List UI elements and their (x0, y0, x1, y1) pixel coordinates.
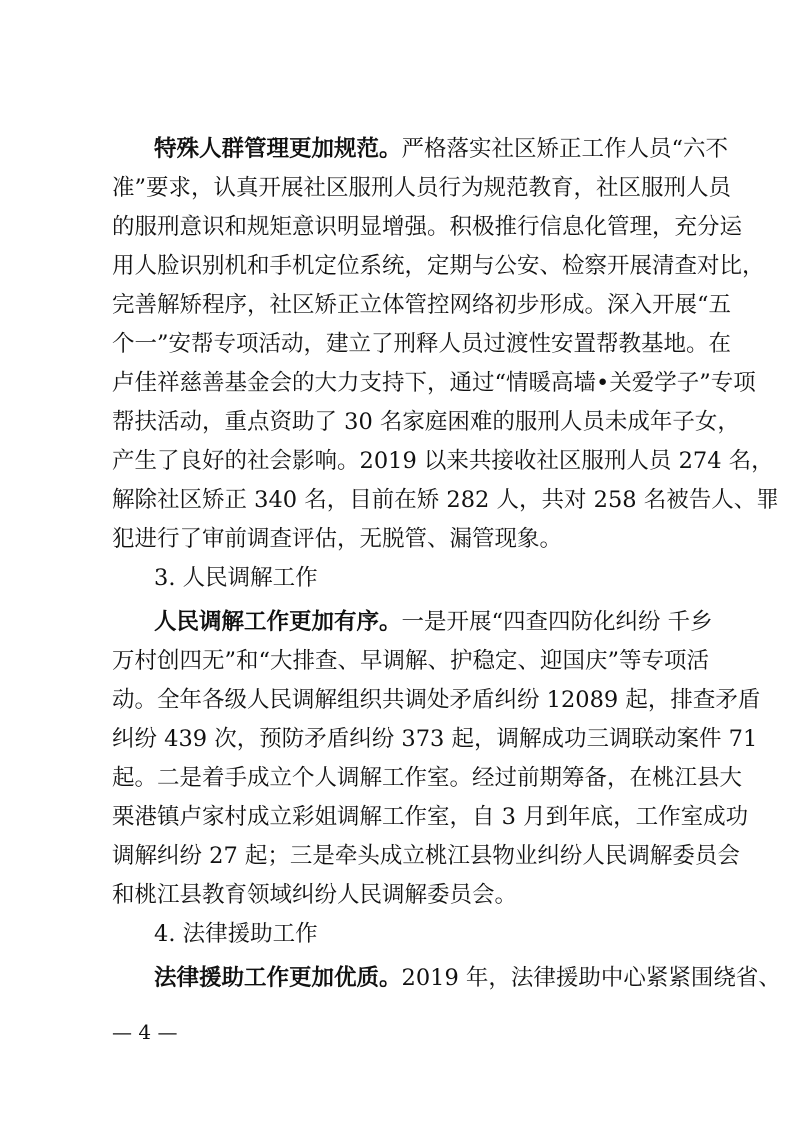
paragraph-line: 的服刑意识和规矩意识明显增强。积极推行信息化管理，充分运 (112, 214, 743, 240)
paragraph-lead: 特殊人群管理更加规范。 (154, 136, 402, 162)
paragraph-lead: 法律援助工作更加优质。 (154, 965, 402, 991)
paragraph-line: 完善解矫程序，社区矫正立体管控网络初步形成。深入开展“五 (112, 292, 732, 318)
paragraph-line: 万村创四无”和“大排查、早调解、护稳定、迎国庆”等专项活 (112, 648, 710, 674)
paragraph-line: 纠纷 439 次，预防矛盾纠纷 373 起，调解成功三调联动案件 71 (112, 726, 758, 752)
section-heading: 3. 人民调解工作 (154, 565, 318, 591)
paragraph-line: 法律援助工作更加优质。2019 年，法律援助中心紧紧围绕省、 (154, 965, 781, 991)
page-number: — 4 — (112, 1020, 178, 1044)
paragraph-line: 动。全年各级人民调解组织共调处矛盾纠纷 12089 起，排查矛盾 (112, 687, 761, 713)
paragraph-line: 卢佳祥慈善基金会的大力支持下，通过“情暖高墙•关爱学子”专项 (112, 370, 756, 396)
paragraph-lead: 人民调解工作更加有序。 (154, 609, 402, 635)
paragraph-line: 准”要求，认真开展社区服刑人员行为规范教育，社区服刑人员 (112, 175, 732, 201)
section-heading: 4. 法律援助工作 (154, 921, 318, 947)
paragraph-line: 调解纠纷 27 起；三是牵头成立桃江县物业纠纷人民调解委员会 (112, 843, 740, 869)
paragraph-line: 解除社区矫正 340 名，目前在矫 282 人，共对 258 名被告人、罪 (112, 487, 779, 513)
paragraph-line: 用人脸识别机和手机定位系统，定期与公安、检察开展清查对比， (112, 253, 765, 279)
paragraph-line: 和桃江县教育领域纠纷人民调解委员会。 (112, 882, 518, 908)
paragraph-line: 起。二是着手成立个人调解工作室。经过前期筹备，在桃江县大 (112, 765, 743, 791)
paragraph-line: 栗港镇卢家村成立彩姐调解工作室，自 3 月到年底，工作室成功 (112, 804, 749, 830)
paragraph-line: 产生了良好的社会影响。2019 以来共接收社区服刑人员 274 名， (112, 448, 774, 474)
paragraph-line: 犯进行了审前调查评估，无脱管、漏管现象。 (112, 526, 563, 552)
paragraph-line: 人民调解工作更加有序。一是开展“四查四防化纠纷 千乡 (154, 609, 713, 635)
paragraph-line: 个一”安帮专项活动，建立了刑释人员过渡性安置帮教基地。在 (112, 331, 732, 357)
paragraph-line: 帮扶活动，重点资助了 30 名家庭困难的服刑人员未成年子女， (112, 409, 740, 435)
paragraph-line: 特殊人群管理更加规范。严格落实社区矫正工作人员“六不 (154, 136, 729, 162)
